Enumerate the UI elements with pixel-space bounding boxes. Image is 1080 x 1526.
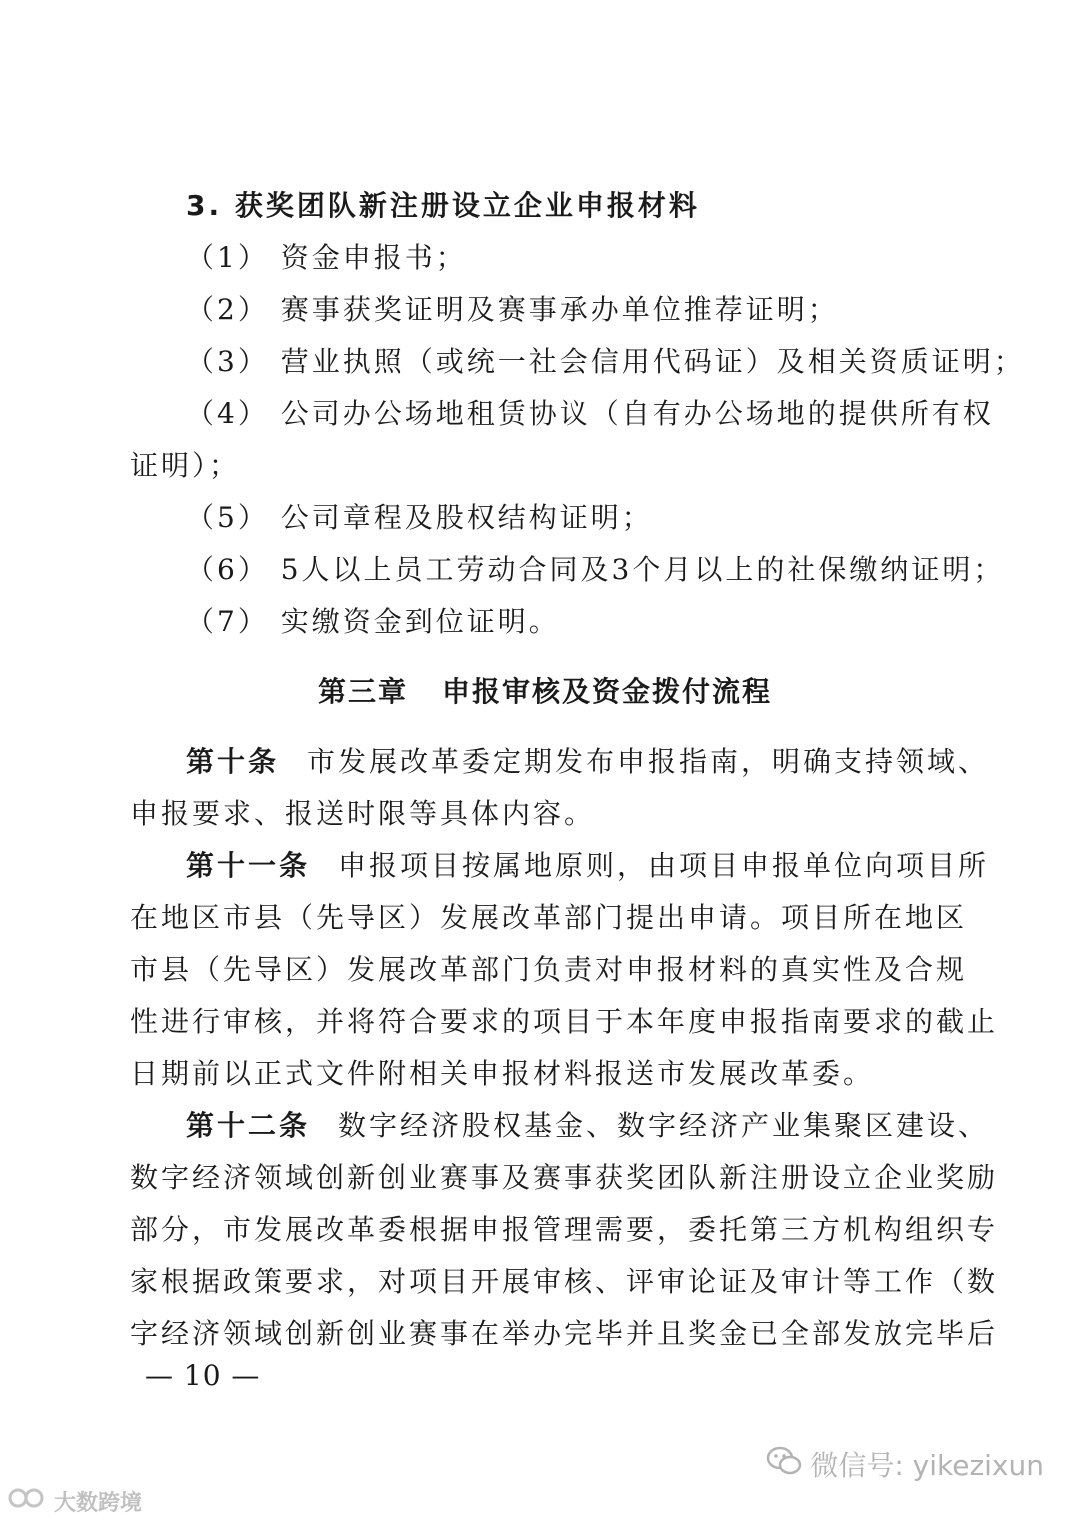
watermark-left-text: 大数跨境 (54, 1490, 143, 1516)
article-text: 市县（先导区）发展改革部门负责对申报材料的真实性及合规 (130, 953, 968, 986)
watermark-right-text: 微信号: yikezixun (810, 1449, 1044, 1482)
article-text: 字经济领域创新创业赛事在举办完毕并且奖金已全部发放完毕后 (130, 1317, 999, 1350)
article-number: 第十二条 (186, 1109, 311, 1142)
page-number: — 10 — (145, 1359, 261, 1392)
article-text: 在地区市县（先导区）发展改革部门提出申请。项目所在地区 (130, 901, 968, 934)
list-item: （7） 实缴资金到位证明。 (186, 605, 560, 638)
article-first-line (186, 848, 989, 884)
article-text: 部分，市发展改革委根据申报管理需要，委托第三方机构组织专 (130, 1213, 999, 1246)
watermark-logo-icon (8, 1486, 48, 1516)
chapter-title: 申报审核及资金拨付流程 (442, 675, 773, 708)
watermark-right (766, 1444, 1044, 1484)
article-text: 日期前以正式文件附相关申报材料报送市发展改革委。 (130, 1057, 875, 1090)
article-text: 申报要求、报送时限等具体内容。 (130, 797, 596, 830)
wechat-icon (766, 1446, 802, 1483)
watermark-left (8, 1486, 142, 1516)
article-text: 家根据政策要求，对项目开展审核、评审论证及审计等工作（数 (130, 1265, 999, 1298)
list-item: （4） 公司办公场地租赁协议（自有办公场地的提供所有权 (186, 397, 994, 430)
article-number: 第十条 (186, 745, 280, 778)
article-text: 市发展改革委定期发布申报指南，明确支持领域、 (307, 745, 990, 778)
list-item-continuation: 证明）； (130, 449, 241, 482)
chapter-heading (318, 674, 772, 710)
article-text: 性进行审核，并将符合要求的项目于本年度申报指南要求的截止 (130, 1005, 999, 1038)
article-text: 数字经济领域创新创业赛事及赛事获奖团队新注册设立企业奖励 (130, 1161, 999, 1194)
chapter-number: 第三章 (318, 675, 409, 708)
article-text: 申报项目按属地原则，由项目申报单位向项目所 (338, 849, 990, 882)
list-item: （5） 公司章程及股权结构证明； (186, 501, 653, 534)
list-item: （2） 赛事获奖证明及赛事承办单位推荐证明； (186, 293, 839, 326)
list-item: （3） 营业执照（或统一社会信用代码证）及相关资质证明； (186, 345, 1025, 378)
section-heading: 3. 获奖团队新注册设立企业申报材料 (186, 189, 700, 222)
list-item: （6） 5人以上员工劳动合同及3个月以上的社保缴纳证明； (186, 553, 1005, 586)
article-first-line (186, 1108, 989, 1144)
list-item: （1） 资金申报书； (186, 241, 467, 274)
article-number: 第十一条 (186, 849, 311, 882)
article-text: 数字经济股权基金、数字经济产业集聚区建设、 (338, 1109, 990, 1142)
article-first-line (186, 744, 989, 780)
